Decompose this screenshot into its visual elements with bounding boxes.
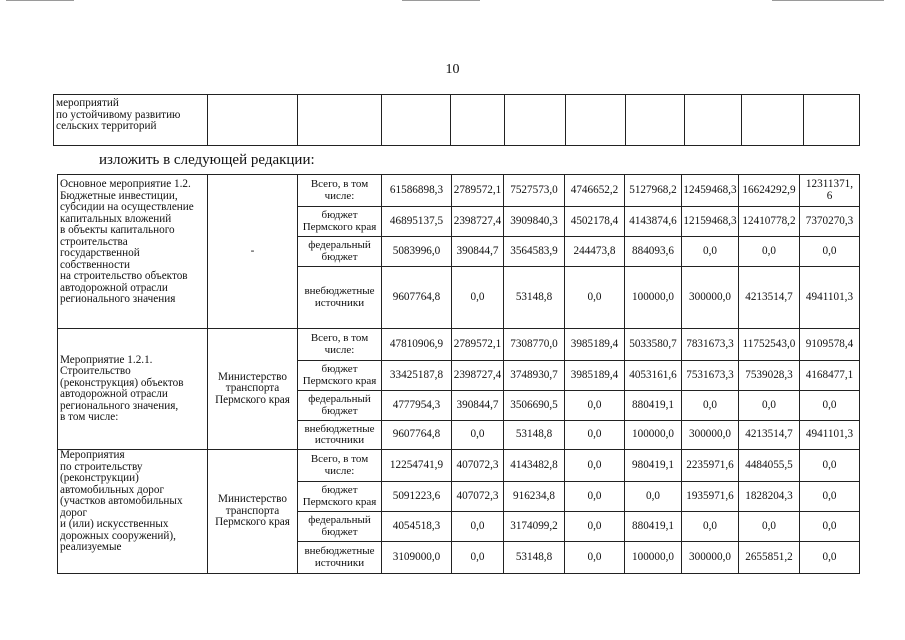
- value-cell: 12254741,9: [382, 450, 452, 482]
- name-line: мероприятий: [56, 97, 119, 109]
- value-cell: 0,0: [739, 512, 800, 542]
- value-cell: 61586898,3: [382, 175, 452, 207]
- name-line: по устойчивому развитию: [56, 108, 181, 121]
- empty-cell: [626, 95, 685, 146]
- name-line: в объекты капитального: [60, 224, 175, 236]
- value-cell: 407072,3: [452, 450, 504, 482]
- executor-line: Пермского края: [215, 516, 290, 529]
- source-line: внебюджетные: [304, 285, 375, 297]
- name-line: Мероприятие 1.2.1.: [60, 353, 153, 366]
- value-cell: 4484055,5: [739, 450, 800, 482]
- table-row: [58, 450, 860, 482]
- source-line: Всего, в том: [310, 178, 369, 190]
- value-cell: 7831673,3: [682, 329, 739, 361]
- value-cell: 12311371, 6: [800, 175, 860, 207]
- value-cell: 2235971,6: [682, 450, 739, 482]
- page-number: 10: [445, 62, 460, 77]
- value-cell: 2398727,4: [452, 361, 504, 391]
- funding-source-cell: [298, 482, 382, 512]
- name-line: (реконструкция) объектов: [60, 376, 184, 389]
- value-cell: 7531673,3: [682, 361, 739, 391]
- value-cell: 0,0: [452, 267, 504, 329]
- value-cell: 0,0: [682, 512, 739, 542]
- value-cell: 5091223,6: [382, 482, 452, 512]
- executor-line: Министерство: [218, 370, 287, 383]
- value-cell: 100000,0: [625, 421, 682, 450]
- measure-name-cell: [58, 329, 208, 450]
- source-line: Пермского края: [302, 220, 377, 233]
- executor-cell: [208, 450, 298, 574]
- value-cell: 4213514,7: [739, 267, 800, 329]
- scan-edge-line-middle: [402, 0, 480, 1]
- value-cell: 0,0: [452, 421, 504, 450]
- source-line: источники: [314, 556, 365, 569]
- source-line: бюджет: [321, 484, 358, 496]
- name-line: сельских территорий: [56, 120, 157, 132]
- source-line: федеральный: [308, 514, 371, 526]
- value-cell: 4746652,2: [565, 175, 625, 207]
- name-line: государственной: [60, 247, 140, 259]
- name-line: (участков автомобильных: [60, 495, 183, 507]
- empty-cell: [742, 95, 804, 146]
- source-line: числе:: [324, 189, 355, 202]
- value-cell: 5127968,2: [625, 175, 682, 207]
- value-cell: 2789572,1: [452, 175, 504, 207]
- value-cell: 0,0: [565, 267, 625, 329]
- value-cell: 9607764,8: [382, 267, 452, 329]
- funding-source-cell: [298, 237, 382, 267]
- value-cell: 2789572,1: [452, 329, 504, 361]
- source-line: Пермского края: [302, 495, 377, 508]
- value-cell: 4941101,3: [800, 267, 860, 329]
- name-line: по строительству: [60, 460, 143, 473]
- value-cell: 53148,8: [504, 542, 565, 574]
- value-cell: 0,0: [565, 421, 625, 450]
- value-cell: 7370270,3: [800, 207, 860, 237]
- name-line: Мероприятия: [60, 449, 125, 461]
- table-row: [54, 95, 860, 146]
- empty-cell: [208, 95, 298, 146]
- executor-line: Министерство: [218, 493, 287, 506]
- source-line: источники: [314, 434, 365, 446]
- source-line: федеральный: [308, 239, 371, 251]
- source-line: бюджет: [321, 404, 358, 417]
- name-line: Бюджетные инвестиции,: [60, 189, 178, 202]
- value-cell: 407072,3: [452, 482, 504, 512]
- value-cell: 5083996,0: [382, 237, 452, 267]
- source-line: внебюджетные: [304, 545, 375, 557]
- name-line: регионального значения: [60, 293, 176, 305]
- source-line: бюджет: [321, 209, 358, 221]
- funding-source-cell: [298, 329, 382, 361]
- source-line: федеральный: [308, 393, 371, 405]
- value-cell: 916234,8: [504, 482, 565, 512]
- value-cell: 1935971,6: [682, 482, 739, 512]
- funding-source-cell: [298, 175, 382, 207]
- empty-cell: [382, 95, 451, 146]
- source-line: бюджет: [321, 525, 358, 538]
- name-line: субсидии на осуществление: [60, 201, 194, 213]
- table-row: [58, 329, 860, 361]
- value-cell: 3985189,4: [565, 361, 625, 391]
- value-cell: 3506690,5: [504, 391, 565, 421]
- intro-text: изложить в следующей редакции:: [99, 152, 315, 168]
- empty-cell: [804, 95, 860, 146]
- value-cell: 0,0: [565, 450, 625, 482]
- value-cell: 300000,0: [682, 267, 739, 329]
- source-line: Всего, в том: [310, 332, 369, 344]
- value-cell: 3109000,0: [382, 542, 452, 574]
- executor-line: -: [250, 244, 255, 257]
- funding-source-cell: [298, 361, 382, 391]
- funding-source-cell: [298, 421, 382, 450]
- value-cell: 0,0: [565, 512, 625, 542]
- funding-source-cell: [298, 267, 382, 329]
- value-cell: 3985189,4: [565, 329, 625, 361]
- empty-cell: [451, 95, 505, 146]
- value-cell: 5033580,7: [625, 329, 682, 361]
- executor-cell: [208, 175, 298, 329]
- value-cell: 880419,1: [625, 391, 682, 421]
- funding-source-cell: [298, 391, 382, 421]
- source-line: числе:: [324, 343, 355, 356]
- name-line: и (или) искусственных: [60, 518, 169, 530]
- value-cell: 0,0: [682, 391, 739, 421]
- source-line: Пермского края: [302, 374, 377, 387]
- value-cell: 12459468,3: [682, 175, 739, 207]
- value-cell: 100000,0: [625, 542, 682, 574]
- empty-cell: [685, 95, 742, 146]
- value-cell: 0,0: [739, 237, 800, 267]
- name-line: дорог: [60, 506, 88, 519]
- value-cell: 4053161,6: [625, 361, 682, 391]
- value-cell: 46895137,5: [382, 207, 452, 237]
- source-line: бюджет: [321, 363, 358, 375]
- value-cell: 244473,8: [565, 237, 625, 267]
- value-cell: 880419,1: [625, 512, 682, 542]
- value-cell: 0,0: [800, 450, 860, 482]
- value-cell: 2398727,4: [452, 207, 504, 237]
- value-cell: 4143482,8: [504, 450, 565, 482]
- value-cell: 53148,8: [504, 421, 565, 450]
- value-cell: 3174099,2: [504, 512, 565, 542]
- value-cell: 33425187,8: [382, 361, 452, 391]
- value-cell: 4168477,1: [800, 361, 860, 391]
- value-cell: 980419,1: [625, 450, 682, 482]
- measure-name-cell: [58, 450, 208, 574]
- value-cell: 884093,6: [625, 237, 682, 267]
- value-cell: 4143874,6: [625, 207, 682, 237]
- funding-source-cell: [298, 512, 382, 542]
- source-line: Всего, в том: [310, 453, 369, 465]
- value-cell: 1828204,3: [739, 482, 800, 512]
- value-cell: 4777954,3: [382, 391, 452, 421]
- value-cell: 0,0: [565, 391, 625, 421]
- value-cell: 0,0: [800, 391, 860, 421]
- name-line: в том числе:: [60, 411, 119, 423]
- name-line: строительства: [60, 235, 128, 248]
- name-line: регионального значения,: [60, 399, 179, 412]
- value-cell: 7308770,0: [504, 329, 565, 361]
- value-cell: 12159468,3: [682, 207, 739, 237]
- value-cell: 0,0: [682, 237, 739, 267]
- source-line: числе:: [324, 464, 355, 477]
- name-line: на строительство объектов: [60, 270, 188, 282]
- name-line: Строительство: [60, 365, 131, 377]
- value-cell: 0,0: [800, 482, 860, 512]
- executor-line: Пермского края: [215, 393, 290, 406]
- table-row: [58, 175, 860, 207]
- value-cell: 3564583,9: [504, 237, 565, 267]
- value-cell: 7539028,3: [739, 361, 800, 391]
- name-line: автомобильных дорог: [60, 483, 165, 496]
- name-line: капитальных вложений: [60, 212, 172, 225]
- name-line: дорожных сооружений),: [60, 529, 176, 542]
- executor-cell: [208, 329, 298, 450]
- name-line: автодорожной отрасли: [60, 281, 168, 294]
- value-cell: 4054518,3: [382, 512, 452, 542]
- value-cell: 0,0: [452, 512, 504, 542]
- source-line: бюджет: [321, 250, 358, 263]
- value-cell: 16624292,9: [739, 175, 800, 207]
- value-cell: 300000,0: [682, 421, 739, 450]
- value-cell: 0,0: [565, 542, 625, 574]
- value-cell: 4502178,4: [565, 207, 625, 237]
- name-line: собственности: [60, 258, 130, 271]
- source-line: источники: [314, 296, 365, 309]
- value-cell: 7527573,0: [504, 175, 565, 207]
- value-cell: 0,0: [739, 391, 800, 421]
- value-cell: 3748930,7: [504, 361, 565, 391]
- value-cell: 0,0: [452, 542, 504, 574]
- value-cell: 2655851,2: [739, 542, 800, 574]
- value-cell: 390844,7: [452, 237, 504, 267]
- empty-cell: [505, 95, 566, 146]
- empty-cell: [298, 95, 382, 146]
- name-line: автодорожной отрасли: [60, 388, 168, 400]
- previous-table-fragment: [53, 94, 860, 146]
- value-cell: 3909840,3: [504, 207, 565, 237]
- funding-source-cell: [298, 207, 382, 237]
- scan-edge-line-right: [772, 0, 884, 1]
- scan-edge-line-left: [6, 0, 74, 1]
- value-cell: 390844,7: [452, 391, 504, 421]
- source-line: внебюджетные: [304, 422, 375, 435]
- value-cell: 0,0: [800, 237, 860, 267]
- name-line: (реконструкции): [60, 472, 139, 484]
- empty-cell: [566, 95, 626, 146]
- funding-table: [57, 174, 860, 574]
- value-cell: 100000,0: [625, 267, 682, 329]
- value-cell: 0,0: [800, 542, 860, 574]
- funding-source-cell: [298, 450, 382, 482]
- value-cell: 12410778,2: [739, 207, 800, 237]
- measure-name-cell: [54, 95, 208, 146]
- value-cell: 9109578,4: [800, 329, 860, 361]
- value-cell: 0,0: [800, 512, 860, 542]
- value-cell: 0,0: [565, 482, 625, 512]
- value-cell: 300000,0: [682, 542, 739, 574]
- executor-line: транспорта: [225, 504, 280, 517]
- funding-source-cell: [298, 542, 382, 574]
- value-cell: 53148,8: [504, 267, 565, 329]
- measure-name-cell: [58, 175, 208, 329]
- value-cell: 47810906,9: [382, 329, 452, 361]
- value-cell: 4941101,3: [800, 421, 860, 450]
- name-line: Основное мероприятие 1.2.: [60, 178, 191, 190]
- name-line: реализуемые: [60, 541, 122, 553]
- value-cell: 9607764,8: [382, 421, 452, 450]
- executor-line: транспорта: [225, 382, 280, 395]
- value-cell: 0,0: [625, 482, 682, 512]
- value-cell: 4213514,7: [739, 421, 800, 450]
- value-cell: 11752543,0: [739, 329, 800, 361]
